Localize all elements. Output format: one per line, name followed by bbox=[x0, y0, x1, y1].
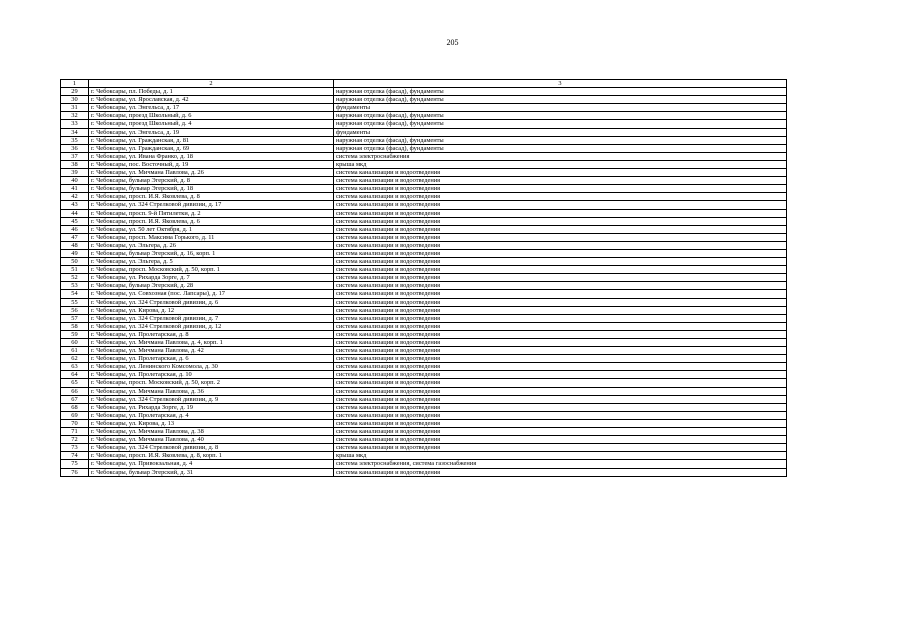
table-row bbox=[61, 314, 787, 322]
table-row bbox=[61, 322, 787, 330]
row-number: 73 bbox=[61, 444, 89, 452]
table-row bbox=[61, 104, 787, 112]
address-cell: г. Чебоксары, бульвар Эгерский, д. 31 bbox=[89, 468, 334, 476]
work-type-cell: система канализации и водоотведения bbox=[334, 201, 787, 209]
table-row bbox=[61, 274, 787, 282]
header-row bbox=[61, 80, 787, 88]
work-type-cell: система электроснабжения bbox=[334, 152, 787, 160]
table-row bbox=[61, 136, 787, 144]
work-type-cell: система канализации и водоотведения bbox=[334, 403, 787, 411]
work-type-cell: система канализации и водоотведения bbox=[334, 363, 787, 371]
address-cell: г. Чебоксары, просп. Московский, д. 50, корп. 1 bbox=[89, 266, 334, 274]
row-number: 70 bbox=[61, 419, 89, 427]
row-number: 64 bbox=[61, 371, 89, 379]
table-row bbox=[61, 468, 787, 476]
work-type-cell: система канализации и водоотведения bbox=[334, 395, 787, 403]
register-table bbox=[60, 79, 787, 477]
work-type-cell: система канализации и водоотведения bbox=[334, 209, 787, 217]
address-cell: г. Чебоксары, ул. Пролетарская, д. 4 bbox=[89, 411, 334, 419]
row-number: 75 bbox=[61, 460, 89, 468]
row-number: 43 bbox=[61, 201, 89, 209]
work-type-cell: система канализации и водоотведения bbox=[334, 419, 787, 427]
work-type-cell: система канализации и водоотведения bbox=[334, 444, 787, 452]
table-row bbox=[61, 411, 787, 419]
address-cell: г. Чебоксары, ул. Привокзальная, д. 4 bbox=[89, 460, 334, 468]
work-type-cell: наружная отделка (фасад), фундаменты bbox=[334, 96, 787, 104]
address-cell: г. Чебоксары, ул. Пролетарская, д. 8 bbox=[89, 330, 334, 338]
table-row bbox=[61, 120, 787, 128]
table-row bbox=[61, 306, 787, 314]
address-cell: г. Чебоксары, пос. Восточный, д. 19 bbox=[89, 160, 334, 168]
column-header-address: 2 bbox=[89, 80, 334, 88]
address-cell: г. Чебоксары, ул. Мичмана Павлова, д. 26 bbox=[89, 169, 334, 177]
work-type-cell: наружная отделка (фасад), фундаменты bbox=[334, 112, 787, 120]
row-number: 68 bbox=[61, 403, 89, 411]
row-number: 67 bbox=[61, 395, 89, 403]
work-type-cell: система канализации и водоотведения bbox=[334, 185, 787, 193]
work-type-cell: система канализации и водоотведения bbox=[334, 347, 787, 355]
table-row bbox=[61, 185, 787, 193]
work-type-cell: система канализации и водоотведения bbox=[334, 225, 787, 233]
row-number: 57 bbox=[61, 314, 89, 322]
address-cell: г. Чебоксары, бульвар Эгерский, д. 18 bbox=[89, 185, 334, 193]
address-cell: г. Чебоксары, ул. Кирова, д. 12 bbox=[89, 306, 334, 314]
row-number: 33 bbox=[61, 120, 89, 128]
address-cell: г. Чебоксары, просп. Максима Горького, д. 11 bbox=[89, 233, 334, 241]
row-number: 53 bbox=[61, 282, 89, 290]
row-number: 59 bbox=[61, 330, 89, 338]
address-cell: г. Чебоксары, ул. Энгельса, д. 17 bbox=[89, 104, 334, 112]
address-cell: г. Чебоксары, просп. 9-й Пятилетки, д. 2 bbox=[89, 209, 334, 217]
table-row bbox=[61, 330, 787, 338]
table-row bbox=[61, 452, 787, 460]
address-cell: г. Чебоксары, бульвар Эгерский, д. 16, корп. 1 bbox=[89, 249, 334, 257]
table-row bbox=[61, 282, 787, 290]
work-type-cell: система канализации и водоотведения bbox=[334, 266, 787, 274]
row-number: 54 bbox=[61, 290, 89, 298]
address-cell: г. Чебоксары, проезд Школьный, д. 4 bbox=[89, 120, 334, 128]
table-row bbox=[61, 460, 787, 468]
work-type-cell: фундаменты bbox=[334, 104, 787, 112]
address-cell: г. Чебоксары, просп. И.Я. Яковлева, д. 8 bbox=[89, 193, 334, 201]
row-number: 60 bbox=[61, 339, 89, 347]
column-header-number: 1 bbox=[61, 80, 89, 88]
row-number: 47 bbox=[61, 233, 89, 241]
address-cell: г. Чебоксары, ул. 324 Стрелковой дивизии, д. 7 bbox=[89, 314, 334, 322]
row-number: 52 bbox=[61, 274, 89, 282]
table-row bbox=[61, 298, 787, 306]
address-cell: г. Чебоксары, ул. Ивана Франко, д. 18 bbox=[89, 152, 334, 160]
page-number: 205 bbox=[446, 38, 459, 47]
table-row bbox=[61, 96, 787, 104]
table-row bbox=[61, 387, 787, 395]
table-row bbox=[61, 290, 787, 298]
work-type-cell: система канализации и водоотведения bbox=[334, 193, 787, 201]
work-type-cell: система канализации и водоотведения bbox=[334, 306, 787, 314]
row-number: 62 bbox=[61, 355, 89, 363]
table-row bbox=[61, 379, 787, 387]
row-number: 42 bbox=[61, 193, 89, 201]
work-type-cell: система канализации и водоотведения bbox=[334, 274, 787, 282]
address-cell: г. Чебоксары, ул. Пролетарская, д. 10 bbox=[89, 371, 334, 379]
row-number: 55 bbox=[61, 298, 89, 306]
table-row bbox=[61, 371, 787, 379]
row-number: 38 bbox=[61, 160, 89, 168]
row-number: 50 bbox=[61, 258, 89, 266]
row-number: 76 bbox=[61, 468, 89, 476]
work-type-cell: наружная отделка (фасад), фундаменты bbox=[334, 88, 787, 96]
table-row bbox=[61, 428, 787, 436]
row-number: 36 bbox=[61, 144, 89, 152]
row-number: 32 bbox=[61, 112, 89, 120]
work-type-cell: наружная отделка (фасад), фундаменты bbox=[334, 144, 787, 152]
row-number: 66 bbox=[61, 387, 89, 395]
row-number: 63 bbox=[61, 363, 89, 371]
work-type-cell: крыша мкд bbox=[334, 452, 787, 460]
address-cell: г. Чебоксары, ул. Эльгера, д. 5 bbox=[89, 258, 334, 266]
address-cell: г. Чебоксары, бульвар Эгерский, д. 28 bbox=[89, 282, 334, 290]
row-number: 34 bbox=[61, 128, 89, 136]
work-type-cell: система канализации и водоотведения bbox=[334, 436, 787, 444]
work-type-cell: система канализации и водоотведения bbox=[334, 314, 787, 322]
table-row bbox=[61, 249, 787, 257]
table-row bbox=[61, 88, 787, 96]
address-cell: г. Чебоксары, ул. Мичмана Павлова, д. 4, корп. 1 bbox=[89, 339, 334, 347]
row-number: 65 bbox=[61, 379, 89, 387]
address-cell: г. Чебоксары, ул. Гражданская, д. 81 bbox=[89, 136, 334, 144]
row-number: 29 bbox=[61, 88, 89, 96]
row-number: 69 bbox=[61, 411, 89, 419]
table-row bbox=[61, 258, 787, 266]
table-row bbox=[61, 209, 787, 217]
table-row bbox=[61, 160, 787, 168]
address-cell: г. Чебоксары, ул. Мичмана Павлова, д. 36 bbox=[89, 387, 334, 395]
table-row bbox=[61, 217, 787, 225]
address-cell: г. Чебоксары, ул. Кирова, д. 13 bbox=[89, 419, 334, 427]
row-number: 31 bbox=[61, 104, 89, 112]
table-body bbox=[61, 88, 787, 477]
row-number: 46 bbox=[61, 225, 89, 233]
table-row bbox=[61, 177, 787, 185]
table-row bbox=[61, 363, 787, 371]
work-type-cell: система канализации и водоотведения bbox=[334, 177, 787, 185]
address-cell: г. Чебоксары, просп. И.Я. Яковлева, д. 8, корп. 1 bbox=[89, 452, 334, 460]
row-number: 45 bbox=[61, 217, 89, 225]
work-type-cell: система канализации и водоотведения bbox=[334, 290, 787, 298]
work-type-cell: крыша мкд bbox=[334, 160, 787, 168]
work-type-cell: система канализации и водоотведения bbox=[334, 233, 787, 241]
work-type-cell: система канализации и водоотведения bbox=[334, 428, 787, 436]
work-type-cell: система канализации и водоотведения bbox=[334, 355, 787, 363]
row-number: 30 bbox=[61, 96, 89, 104]
address-cell: г. Чебоксары, ул. Мичмана Павлова, д. 40 bbox=[89, 436, 334, 444]
address-cell: г. Чебоксары, ул. Рихарда Зорге, д. 7 bbox=[89, 274, 334, 282]
table-row bbox=[61, 201, 787, 209]
table-row bbox=[61, 241, 787, 249]
work-type-cell: система электроснабжения, система газоснабжения bbox=[334, 460, 787, 468]
work-type-cell: система канализации и водоотведения bbox=[334, 468, 787, 476]
row-number: 44 bbox=[61, 209, 89, 217]
address-cell: г. Чебоксары, ул. Энгельса, д. 19 bbox=[89, 128, 334, 136]
address-cell: г. Чебоксары, ул. Мичмана Павлова, д. 38 bbox=[89, 428, 334, 436]
address-cell: г. Чебоксары, пл. Победы, д. 1 bbox=[89, 88, 334, 96]
address-cell: г. Чебоксары, ул. Ярославская, д. 42 bbox=[89, 96, 334, 104]
table-row bbox=[61, 225, 787, 233]
work-type-cell: система канализации и водоотведения bbox=[334, 169, 787, 177]
work-type-cell: система канализации и водоотведения bbox=[334, 249, 787, 257]
table-row bbox=[61, 444, 787, 452]
table-row bbox=[61, 169, 787, 177]
work-type-cell: система канализации и водоотведения bbox=[334, 411, 787, 419]
work-type-cell: система канализации и водоотведения bbox=[334, 298, 787, 306]
table-row bbox=[61, 193, 787, 201]
table-row bbox=[61, 395, 787, 403]
work-type-cell: наружная отделка (фасад), фундаменты bbox=[334, 120, 787, 128]
row-number: 41 bbox=[61, 185, 89, 193]
row-number: 49 bbox=[61, 249, 89, 257]
work-type-cell: система канализации и водоотведения bbox=[334, 322, 787, 330]
row-number: 48 bbox=[61, 241, 89, 249]
address-cell: г. Чебоксары, ул. Рихарда Зорге, д. 19 bbox=[89, 403, 334, 411]
work-type-cell: система канализации и водоотведения bbox=[334, 371, 787, 379]
address-cell: г. Чебоксары, просп. И.Я. Яковлева, д. 6 bbox=[89, 217, 334, 225]
address-cell: г. Чебоксары, ул. 50 лет Октября, д. 1 bbox=[89, 225, 334, 233]
address-cell: г. Чебоксары, ул. Совхозная (пос. Лапсары), д. 17 bbox=[89, 290, 334, 298]
row-number: 40 bbox=[61, 177, 89, 185]
work-type-cell: система канализации и водоотведения bbox=[334, 379, 787, 387]
address-cell: г. Чебоксары, ул. Гражданская, д. 69 bbox=[89, 144, 334, 152]
work-type-cell: фундаменты bbox=[334, 128, 787, 136]
table-row bbox=[61, 403, 787, 411]
row-number: 58 bbox=[61, 322, 89, 330]
address-cell: г. Чебоксары, ул. Мичмана Павлова, д. 42 bbox=[89, 347, 334, 355]
table-row bbox=[61, 112, 787, 120]
table-row bbox=[61, 355, 787, 363]
work-type-cell: система канализации и водоотведения bbox=[334, 241, 787, 249]
address-cell: г. Чебоксары, ул. 324 Стрелковой дивизии, д. 8 bbox=[89, 444, 334, 452]
work-type-cell: система канализации и водоотведения bbox=[334, 330, 787, 338]
work-type-cell: система канализации и водоотведения bbox=[334, 387, 787, 395]
work-type-cell: система канализации и водоотведения bbox=[334, 282, 787, 290]
row-number: 35 bbox=[61, 136, 89, 144]
row-number: 74 bbox=[61, 452, 89, 460]
work-type-cell: система канализации и водоотведения bbox=[334, 217, 787, 225]
address-cell: г. Чебоксары, проезд Школьный, д. 6 bbox=[89, 112, 334, 120]
address-cell: г. Чебоксары, ул. Эльгера, д. 26 bbox=[89, 241, 334, 249]
address-cell: г. Чебоксары, ул. 324 Стрелковой дивизии, д. 12 bbox=[89, 322, 334, 330]
table-row bbox=[61, 144, 787, 152]
row-number: 71 bbox=[61, 428, 89, 436]
work-type-cell: система канализации и водоотведения bbox=[334, 339, 787, 347]
address-cell: г. Чебоксары, бульвар Эгерский, д. 8 bbox=[89, 177, 334, 185]
table-row bbox=[61, 152, 787, 160]
address-cell: г. Чебоксары, ул. Пролетарская, д. 6 bbox=[89, 355, 334, 363]
row-number: 61 bbox=[61, 347, 89, 355]
row-number: 56 bbox=[61, 306, 89, 314]
row-number: 72 bbox=[61, 436, 89, 444]
work-type-cell: система канализации и водоотведения bbox=[334, 258, 787, 266]
table-row bbox=[61, 266, 787, 274]
address-cell: г. Чебоксары, просп. Московский, д. 50, корп. 2 bbox=[89, 379, 334, 387]
address-cell: г. Чебоксары, ул. Ленинского Комсомола, д. 30 bbox=[89, 363, 334, 371]
row-number: 37 bbox=[61, 152, 89, 160]
row-number: 39 bbox=[61, 169, 89, 177]
work-type-cell: наружная отделка (фасад), фундаменты bbox=[334, 136, 787, 144]
address-cell: г. Чебоксары, ул. 324 Стрелковой дивизии, д. 9 bbox=[89, 395, 334, 403]
table-row bbox=[61, 347, 787, 355]
table-row bbox=[61, 436, 787, 444]
row-number: 51 bbox=[61, 266, 89, 274]
table-row bbox=[61, 128, 787, 136]
table-row bbox=[61, 233, 787, 241]
table-row bbox=[61, 419, 787, 427]
address-cell: г. Чебоксары, ул. 324 Стрелковой дивизии, д. 17 bbox=[89, 201, 334, 209]
column-header-work-type: 3 bbox=[334, 80, 787, 88]
table-row bbox=[61, 339, 787, 347]
address-cell: г. Чебоксары, ул. 324 Стрелковой дивизии, д. 6 bbox=[89, 298, 334, 306]
